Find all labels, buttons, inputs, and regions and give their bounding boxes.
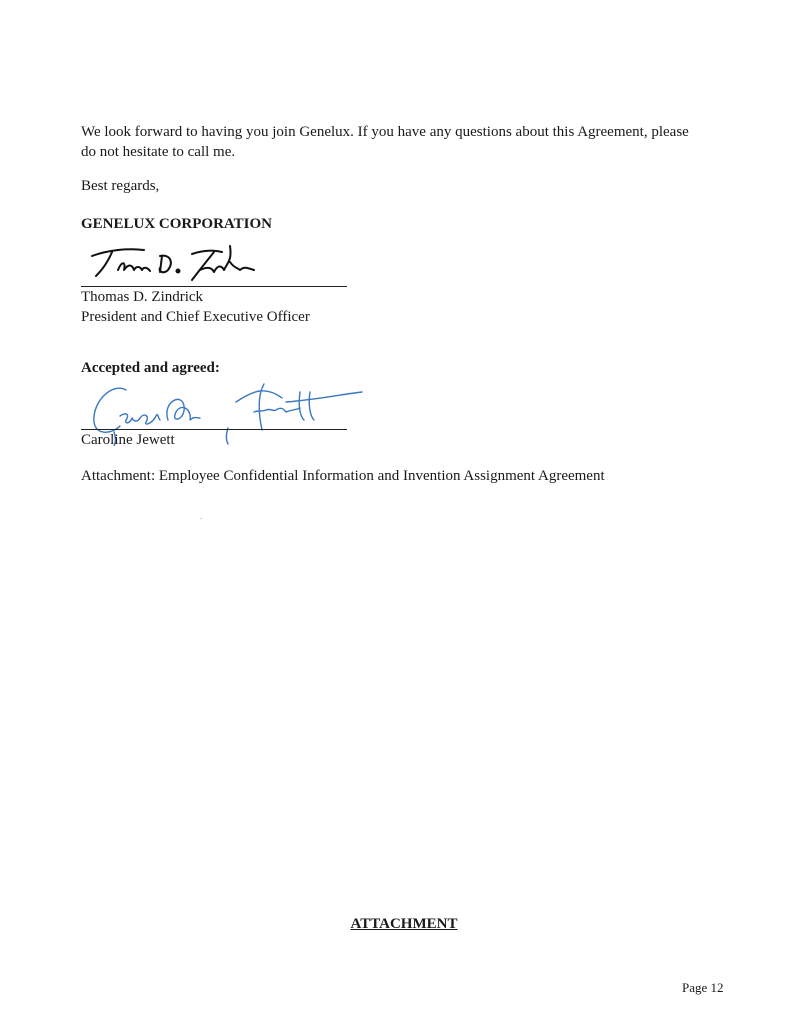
acceptance-heading: Accepted and agreed: xyxy=(81,360,220,376)
scan-speck xyxy=(200,518,202,519)
ceo-signature xyxy=(88,240,268,288)
salutation: Best regards, xyxy=(81,178,160,194)
attachment-heading: ATTACHMENT xyxy=(350,916,458,932)
page-number: Page 12 xyxy=(682,980,724,995)
signatory-block xyxy=(81,287,731,327)
attachment-note: Attachment: Employee Confidential Information and Invention Assignment Agreement xyxy=(81,468,605,484)
employee-name: Caroline Jewett xyxy=(81,432,175,448)
closing-paragraph xyxy=(81,122,731,162)
signatory-title: President and Chief Executive Officer xyxy=(81,309,310,325)
closing-paragraph-line-2: do not hesitate to call me. xyxy=(81,144,236,160)
company-name: GENELUX CORPORATION xyxy=(81,216,272,232)
signatory-name: Thomas D. Zindrick xyxy=(81,289,204,305)
closing-paragraph-line-1: We look forward to having you join Genelux. If you have any questions about this Agreement, please xyxy=(81,124,689,140)
